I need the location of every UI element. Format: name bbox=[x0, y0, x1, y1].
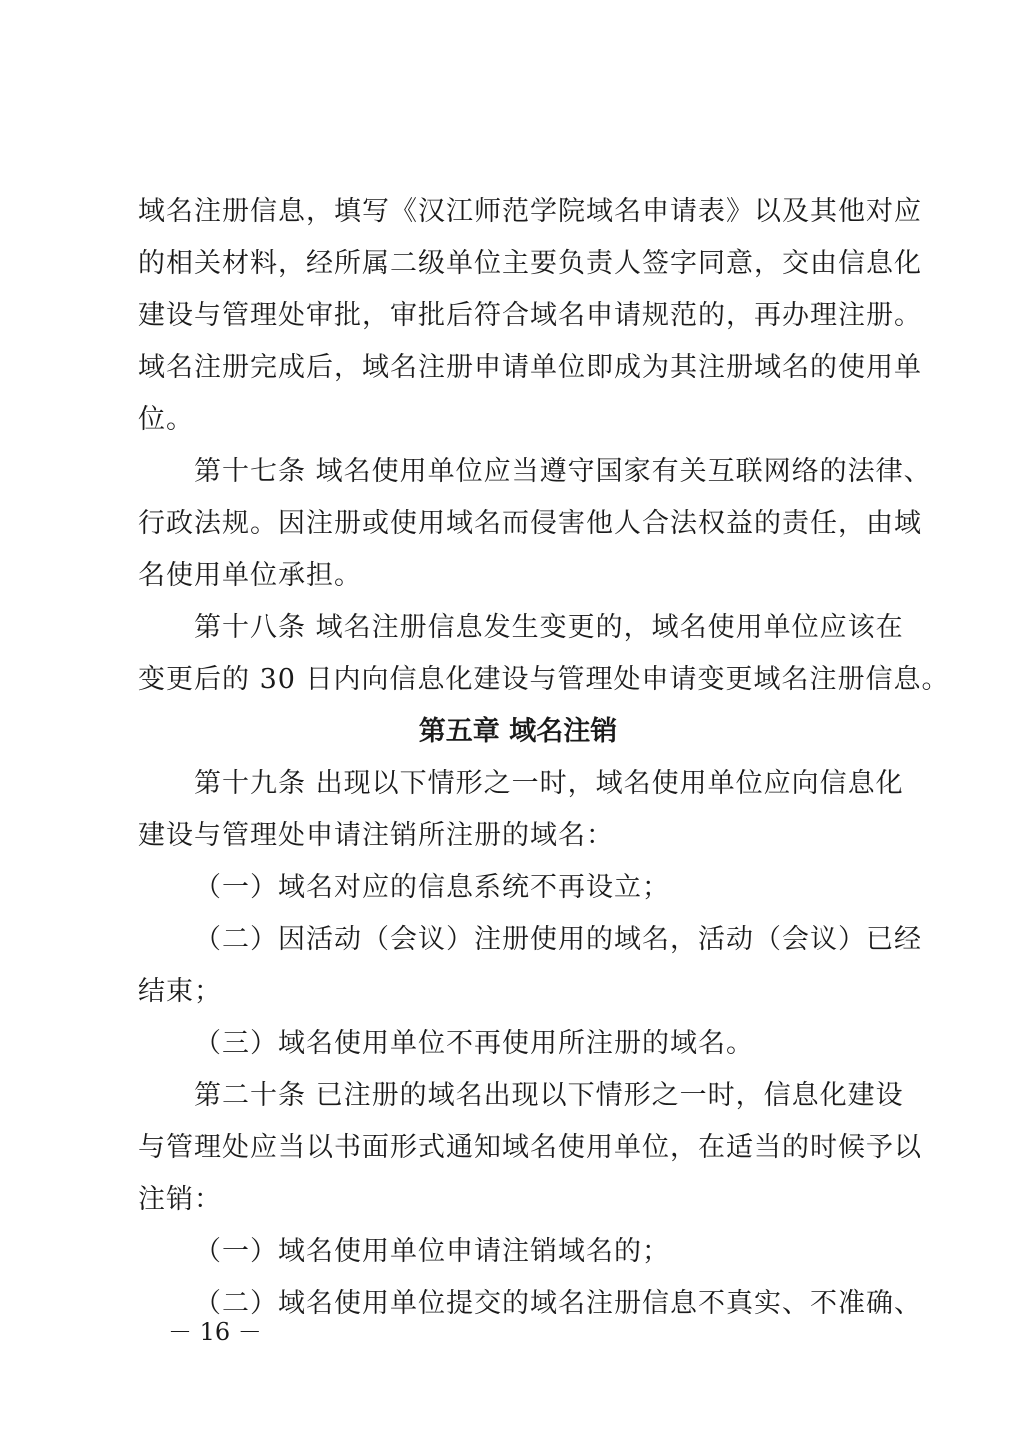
article-17-line: 第十七条 域名使用单位应当遵守国家有关互联网络的法律、 bbox=[194, 456, 932, 487]
text-line: 变更后的 30 日内向信息化建设与管理处申请变更域名注册信息。 bbox=[138, 664, 950, 695]
chapter-heading: 第五章 域名注销 bbox=[418, 716, 618, 747]
page-number: － 16 － bbox=[168, 1318, 262, 1346]
text-line: 建设与管理处审批，审批后符合域名申请规范的，再办理注册。 bbox=[138, 300, 922, 331]
text-line: 建设与管理处申请注销所注册的域名： bbox=[138, 820, 614, 851]
text-line: 注销： bbox=[138, 1184, 222, 1215]
text-line: 的相关材料，经所属二级单位主要负责人签字同意，交由信息化 bbox=[138, 248, 922, 279]
text-line: 与管理处应当以书面形式通知域名使用单位，在适当的时候予以 bbox=[138, 1132, 922, 1163]
list-item: （一）域名使用单位申请注销域名的； bbox=[194, 1236, 670, 1267]
article-20-line: 第二十条 已注册的域名出现以下情形之一时，信息化建设 bbox=[194, 1080, 904, 1111]
text-line: 行政法规。因注册或使用域名而侵害他人合法权益的责任，由域 bbox=[138, 508, 922, 539]
document-body bbox=[138, 186, 950, 1330]
text-line: 名使用单位承担。 bbox=[138, 560, 362, 591]
list-item: （一）域名对应的信息系统不再设立； bbox=[194, 872, 670, 903]
text-line: 位。 bbox=[138, 404, 194, 435]
list-item: （二）域名使用单位提交的域名注册信息不真实、不准确、 bbox=[194, 1288, 922, 1319]
list-item: （二）因活动（会议）注册使用的域名，活动（会议）已经 bbox=[194, 924, 922, 955]
article-19-line: 第十九条 出现以下情形之一时，域名使用单位应向信息化 bbox=[194, 768, 904, 799]
text-line: 域名注册信息，填写《汉江师范学院域名申请表》以及其他对应 bbox=[138, 196, 922, 227]
text-line: 域名注册完成后，域名注册申请单位即成为其注册域名的使用单 bbox=[138, 352, 922, 383]
list-item: （三）域名使用单位不再使用所注册的域名。 bbox=[194, 1028, 754, 1059]
text-line: 结束； bbox=[138, 976, 222, 1007]
article-18-line: 第十八条 域名注册信息发生变更的，域名使用单位应该在 bbox=[194, 612, 904, 643]
